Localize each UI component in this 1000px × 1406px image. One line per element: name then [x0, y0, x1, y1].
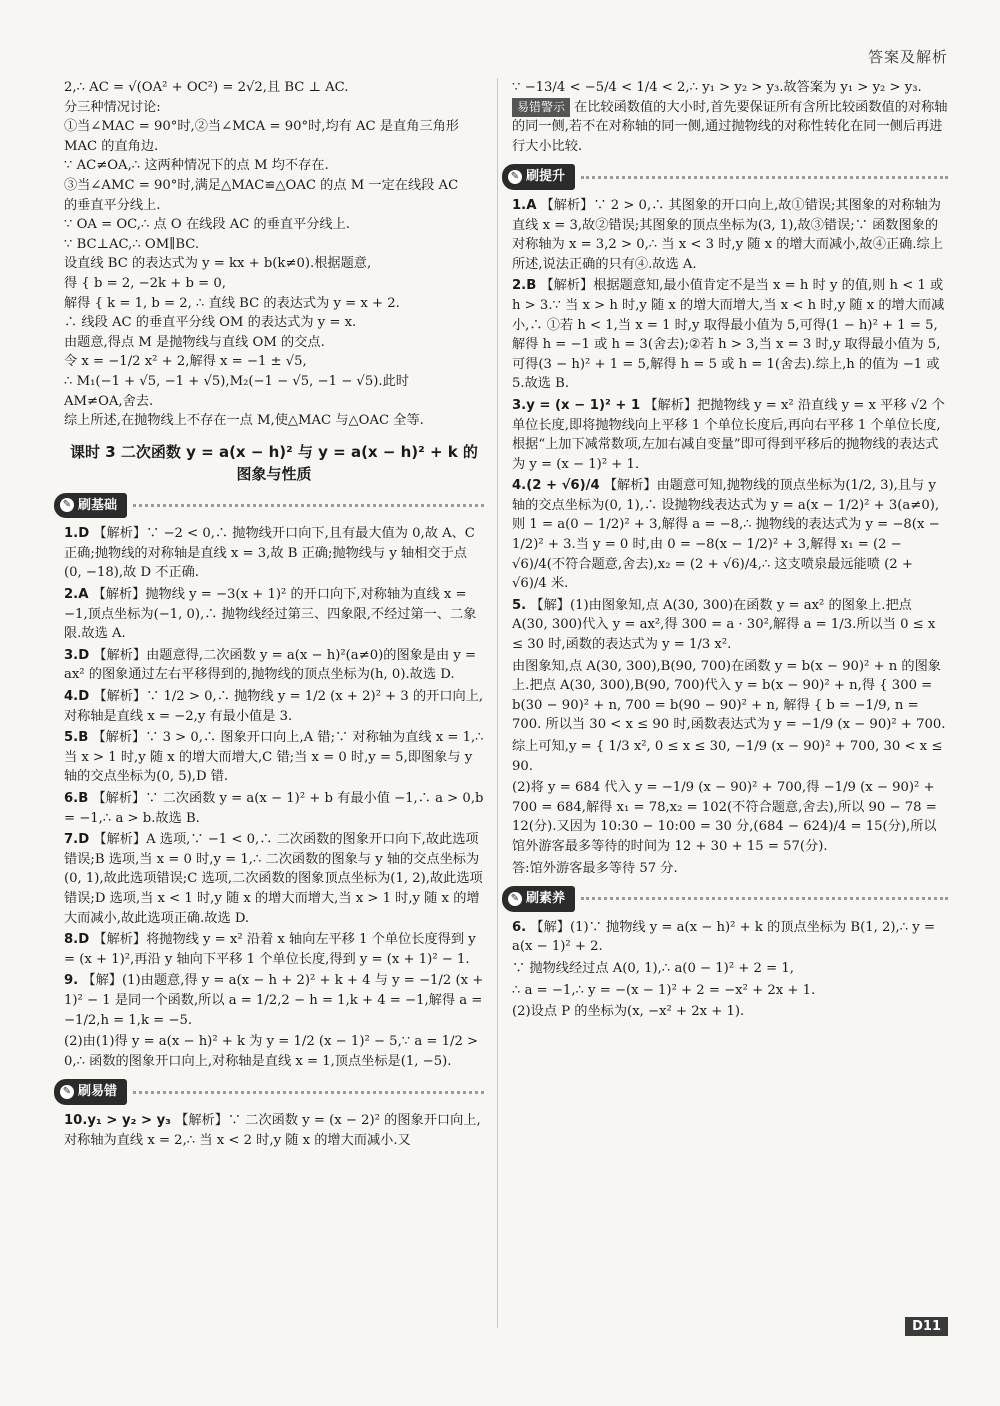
item-text: ∵ 抛物线经过点 A(0, 1),∴ a(0 − 1)² + 2 = 1, [512, 960, 794, 976]
text-line: ③当∠AMC = 90°时,满足△MAC≌△OAC 的点 M 一定在线段 AC [64, 177, 459, 193]
answer-item [512, 918, 948, 957]
item-answer: D [78, 647, 90, 663]
item-text: 由图象知,点 A(30, 300),B(90, 700)在函数 y = b(x − 90)² + n 的图象上.把点 A(30, 300),B(90, 700)代入 y = b(x − 90)² + n,得 { 300 = b(30 − 90)² + n, 700 = b(90 − 90)² + n, 解得 { b = −1/9, n = 700. 所以当 30 < x ≤ 90 时,函数表达式为 y = −1/9 (x − 90)² + 700. [512, 658, 946, 733]
answer-item [512, 196, 948, 274]
text-line: ∵ AC≠OA,∴ 这两种情况下的点 M 均不存在. [64, 158, 329, 174]
answer-item [512, 981, 948, 1001]
dotted-rule [133, 504, 484, 507]
item-answer: B [78, 791, 89, 806]
item-answer: D [78, 526, 90, 542]
section-tag [502, 164, 575, 190]
answer-item [512, 396, 948, 474]
lesson-title [64, 441, 484, 485]
item-text: 【解析】把抛物线 y = x² 沿直线 y = x 平移 √2 个单位长度,即将抛物线向上平移 1 个单位长度后,再向右平移 1 个单位长度,根据“上加下减常数项,左加右减自变量”即可得到平移后的抛物线的表达式为 y = (x − 1)² + 1. [512, 397, 945, 472]
item-number: 1. [512, 197, 527, 213]
answer-item [512, 859, 948, 879]
item-text: 【解析】A 选项,∵ −1 < 0,∴ 二次函数的图象开口向下,故此选项错误;B 选项,当 x = 0 时,y = 1,∴ 二次函数的图象与 y 轴的交点坐标为(0, 1),故此选项错误;C 选项,二次函数的图象顶点坐标为(1, 2),故此选项错误;D 选项,当 x < 1 时,y 随 x 的增大而增大,当 x > 1 时,y 随 x 的增大而减小,故此选项正确.故选 D. [64, 832, 483, 926]
item-text: 【解析】∵ 3 > 0,∴ 图象开口向上,A 错;∵ 对称轴为直线 x = 1,∴ 当 x > 1 时,y 随 x 的增大而增大,C 错;当 x = 0 时,y = 5,即图象与 y 轴的交点坐标为(0, 5),D 错. [64, 730, 484, 785]
answer-item [64, 971, 484, 1030]
section-tag [502, 886, 575, 912]
answer-item [512, 276, 948, 394]
section-header-errors [54, 1079, 484, 1105]
dotted-rule [133, 1091, 484, 1094]
item-number: 7. [64, 832, 79, 848]
item-answer: D [78, 832, 90, 848]
item-number: 5. [512, 597, 527, 613]
improve-items [512, 196, 948, 878]
answer-item [64, 830, 484, 928]
section-header-improve [502, 164, 948, 190]
item-text: ∴ a = −1,∴ y = −(x − 1)² + 2 = −x² + 2x + 1. [512, 982, 816, 998]
item-answer: B [78, 730, 89, 746]
item-number: 9. [64, 973, 79, 989]
text-line: 的垂直平分线上. [64, 197, 161, 213]
item-text: 综上可知,y = { 1/3 x², 0 ≤ x ≤ 30, −1/9 (x − 90)² + 700, 30 < x ≤ 90. [512, 739, 943, 774]
lesson-title-line: 课时 3 二次函数 y = a(x − h)² 与 y = a(x − h)² + k 的 [70, 442, 478, 461]
pen-icon: ✎ [508, 170, 522, 184]
answer-item [512, 778, 948, 856]
answer-item [512, 476, 948, 594]
item-text: 【解析】∵ 二次函数 y = a(x − 1)² + b 有最小值 −1,∴ a > 0,b = −1,∴ a > b.故选 B. [64, 791, 484, 826]
text-line: ①当∠MAC = 90°时,②当∠MCA = 90°时,均有 AC 是直角三角形 [64, 119, 459, 135]
answer-item [512, 737, 948, 776]
error-items [64, 1111, 484, 1150]
text-line: 分三种情况讨论: [64, 99, 161, 115]
answer-item [64, 585, 484, 644]
left-column [64, 78, 484, 1152]
section-header-basic [54, 493, 484, 519]
answer-item [64, 930, 484, 969]
item-text: (2)由(1)得 y = a(x − h)² + k 为 y = 1/2 (x − 1)² − 5,∵ a = 1/2 > 0,∴ 函数的图象开口向上,对称轴是直线 x = 1,顶点坐标是(1, −5). [64, 1034, 479, 1069]
text-line: 解得 { k = 1, b = 2, ∴ 直线 BC 的表达式为 y = x + 2. [64, 295, 400, 311]
warning-label: 易错警示 [512, 98, 570, 118]
answer-item [512, 1002, 948, 1022]
item-answer: D [78, 689, 90, 705]
item-number: 1. [64, 526, 79, 542]
right-column [512, 78, 948, 1024]
item-text: 【解析】∵ 2 > 0,∴ 其图象的开口向上,故①错误;其图象的对称轴为直线 x = 3,故②错误;其图象的顶点坐标为(3, 1),故③错误;∵ 函数图象的对称轴为 x = 3,2 > 0,∴ 当 x < 3 时,y 随 x 的增大而减小,故④正确.综上所述,说法正确的只有④.故选 A. [512, 197, 943, 272]
section-tag [54, 493, 127, 519]
header-title: 答案及解析 [867, 48, 948, 66]
basic-items [64, 524, 484, 1071]
item-text: 【解析】由题意可知,抛物线的顶点坐标为(1/2, 3),且与 y 轴的交点坐标为(0, 1),∴ 设抛物线表达式为 y = a(x − 1/2)² + 3(a≠0),则 1 = a(0 − 1/2)² + 3,解得 a = −8,∴ 抛物线的表达式为 y = −8(x − 1/2)² + 3.当 y = 0 时,由 0 = −8(x − 1/2)² + 3,解得 x₁ = (2 − √6)/4(不符合题意,舍去),x₂ = (2 + √6)/4,∴ 这支喷泉最远能喷 (2 + √6)/4 米. [512, 478, 940, 592]
item-text: 【解析】由题意得,二次函数 y = a(x − h)²(a≠0)的图象是由 y = ax² 的图象通过左右平移得到的,抛物线的顶点坐标为(h, 0).故选 D. [64, 647, 477, 683]
answer-item [64, 524, 484, 583]
item-text: 【解析】∵ 二次函数 y = (x − 2)² 的图象开口向上,对称轴为直线 x = 2,∴ 当 x < 2 时,y 随 x 的增大而减小.又 [64, 1112, 481, 1148]
item-number: 3. [512, 397, 527, 413]
answer-item [512, 657, 948, 735]
item-number: 10. [64, 1112, 88, 1128]
text-line: 由题意,得点 M 是抛物线与直线 OM 的交点. [64, 334, 325, 350]
pen-icon: ✎ [60, 1085, 74, 1099]
text-line: 得 { b = 2, −2k + b = 0, [64, 275, 226, 291]
item-number: 4. [512, 478, 527, 494]
item-text: 【解】(1)由题意,得 y = a(x − h + 2)² + k + 4 与 y = −1/2 (x + 1)² − 1 是同一个函数,所以 a = 1/2,2 − h = 1,k + 4 = −1,解得 a = −1/2,h = 1,k = −5. [64, 973, 484, 1028]
section-label: 刷易错 [78, 1084, 118, 1100]
item-number: 2. [512, 278, 527, 294]
item-text: 【解析】∵ −2 < 0,∴ 抛物线开口向下,且有最大值为 0,故 A、C 正确;抛物线的对称轴是直线 x = 3,故 B 正确;抛物线与 y 轴相交于点(0, −18),故 D 不正确. [64, 526, 475, 581]
section-label: 刷提升 [526, 169, 566, 185]
section-header-literacy [502, 886, 948, 912]
text-line: ∵ BC⊥AC,∴ OM∥BC. [64, 236, 200, 252]
text-line: ∵ OA = OC,∴ 点 O 在线段 AC 的垂直平分线上. [64, 217, 351, 233]
item-text: (2)将 y = 684 代入 y = −1/9 (x − 90)² + 700,得 −1/9 (x − 90)² + 700 = 684,解得 x₁ = 78,x₂ = 102(不符合题意,舍去),所以 90 − 78 = 12(分).又因为 10:30 − 10:00 = 30 分,(684 − 624)/4 = 15(分),所以馆外游客最多等待的时间为 12 + 30 + 15 = 57(分). [512, 780, 937, 854]
answer-item [64, 646, 484, 685]
dotted-rule [581, 176, 948, 179]
section-label: 刷素养 [526, 891, 566, 907]
text-line: 设直线 BC 的表达式为 y = kx + b(k≠0).根据题意, [64, 256, 372, 272]
text-line: 令 x = −1/2 x² + 2,解得 x = −1 ± √5, [64, 354, 307, 370]
dotted-rule [581, 897, 948, 900]
item-number: 3. [64, 647, 79, 663]
item-number: 2. [64, 587, 79, 603]
item-number: 4. [64, 689, 79, 705]
column-divider [497, 78, 498, 1328]
text-line: 2,∴ AC = √(OA² + OC²) = 2√2,且 BC ⊥ AC. [64, 80, 349, 95]
text-line: MAC 的直角边. [64, 138, 159, 154]
answer-item [512, 596, 948, 655]
item-text: 【解】(1)由图象知,点 A(30, 300)在函数 y = ax² 的图象上.把点 A(30, 300)代入 y = ax²,得 300 = a · 30²,解得 a = 1/3.所以当 0 ≤ x ≤ 30 时,函数的表达式为 y = 1/3 x². [512, 597, 936, 653]
text-line: ∴ M₁(−1 + √5, −1 + √5),M₂(−1 − √5, −1 − √5).此时 [64, 373, 409, 389]
item-text: 【解】(1)∵ 抛物线 y = a(x − h)² + k 的顶点坐标为 B(1, 2),∴ y = a(x − 1)² + 2. [512, 919, 935, 955]
answer-item [512, 959, 948, 979]
item-answer: D [78, 932, 90, 948]
answer-item [64, 1111, 484, 1150]
item-answer: y₁ > y₂ > y₃ [87, 1112, 171, 1128]
left-top-solution [64, 78, 484, 431]
lesson-title-line: 图象与性质 [236, 464, 312, 483]
answer-item [64, 1032, 484, 1071]
item-answer: y = (x − 1)² + 1 [526, 397, 641, 413]
item-text: 【解析】抛物线 y = −3(x + 1)² 的开口向下,对称轴为直线 x = −1,顶点坐标为(−1, 0),∴ 抛物线经过第三、四象限,不经过第一、二象限.故选 A. [64, 587, 477, 642]
literacy-items [512, 918, 948, 1022]
item-number: 5. [64, 730, 79, 746]
text-line: AM≠OA,舍去. [64, 393, 154, 409]
section-tag [54, 1079, 127, 1105]
warning-text: 在比较函数值的大小时,首先要保证所有含所比较函数值的对称轴的同一侧,若不在对称轴的同一侧,通过抛物线的对称性转化在同一侧后再进行大小比较. [512, 99, 948, 154]
item-answer: (2 + √6)/4 [526, 478, 600, 494]
section-label: 刷基础 [78, 497, 118, 513]
item-answer: B [526, 278, 537, 294]
item-number: 6. [512, 919, 527, 935]
pen-icon: ✎ [60, 498, 74, 512]
item-text: 答:馆外游客最多等待 57 分. [512, 860, 678, 876]
item-number: 8. [64, 932, 79, 948]
pen-icon: ✎ [508, 892, 522, 906]
item-number: 6. [64, 791, 79, 806]
answer-item [64, 687, 484, 726]
warning-box [512, 98, 948, 157]
item-text: 【解析】将抛物线 y = x² 沿着 x 轴向左平移 1 个单位长度得到 y = (x + 1)²,再沿 y 轴向下平移 1 个单位长度,得到 y = (x + 1)² − 1. [64, 932, 476, 967]
text-line: ∵ −13/4 < −5/4 < 1/4 < 2,∴ y₁ > y₂ > y₃.故答案为 y₁ > y₂ > y₃. [512, 80, 922, 95]
text-line: ∴ 线段 AC 的垂直平分线 OM 的表达式为 y = x. [64, 315, 357, 331]
answer-item [64, 728, 484, 787]
item-answer: A [78, 587, 89, 603]
answer-item [64, 789, 484, 828]
text-line: 综上所述,在抛物线上不存在一点 M,使△MAC 与△OAC 全等. [64, 413, 424, 429]
item-answer: A [526, 197, 537, 213]
item-text: (2)设点 P 的坐标为(x, −x² + 2x + 1). [512, 1004, 745, 1020]
item-text: 【解析】∵ 1/2 > 0,∴ 抛物线 y = 1/2 (x + 2)² + 3 的开口向上,对称轴是直线 x = −2,y 有最小值是 3. [64, 689, 484, 724]
item-text: 【解析】根据题意知,最小值肯定不是当 x = h 时 y 的值,则 h < 1 或 h > 3.∵ 当 x > h 时,y 随 x 的增大而增大,当 x < h 时,y 随 x 的增大而减小,∴ ①若 h < 1,当 x = 1 时,y 取得最小值为 5,可得(1 − h)² + 1 = 5,解得 h = −1 或 h = 3(舍去);②若 h > 3,当 x = 3 时,y 取得最小值为 5,可得(3 − h)² + 1 = 5,解得 h = 5 或 h = 1(舍去).综上,h 的值为 −1 或 5.故选 B. [512, 278, 945, 392]
page-number: D11 [905, 1317, 948, 1336]
